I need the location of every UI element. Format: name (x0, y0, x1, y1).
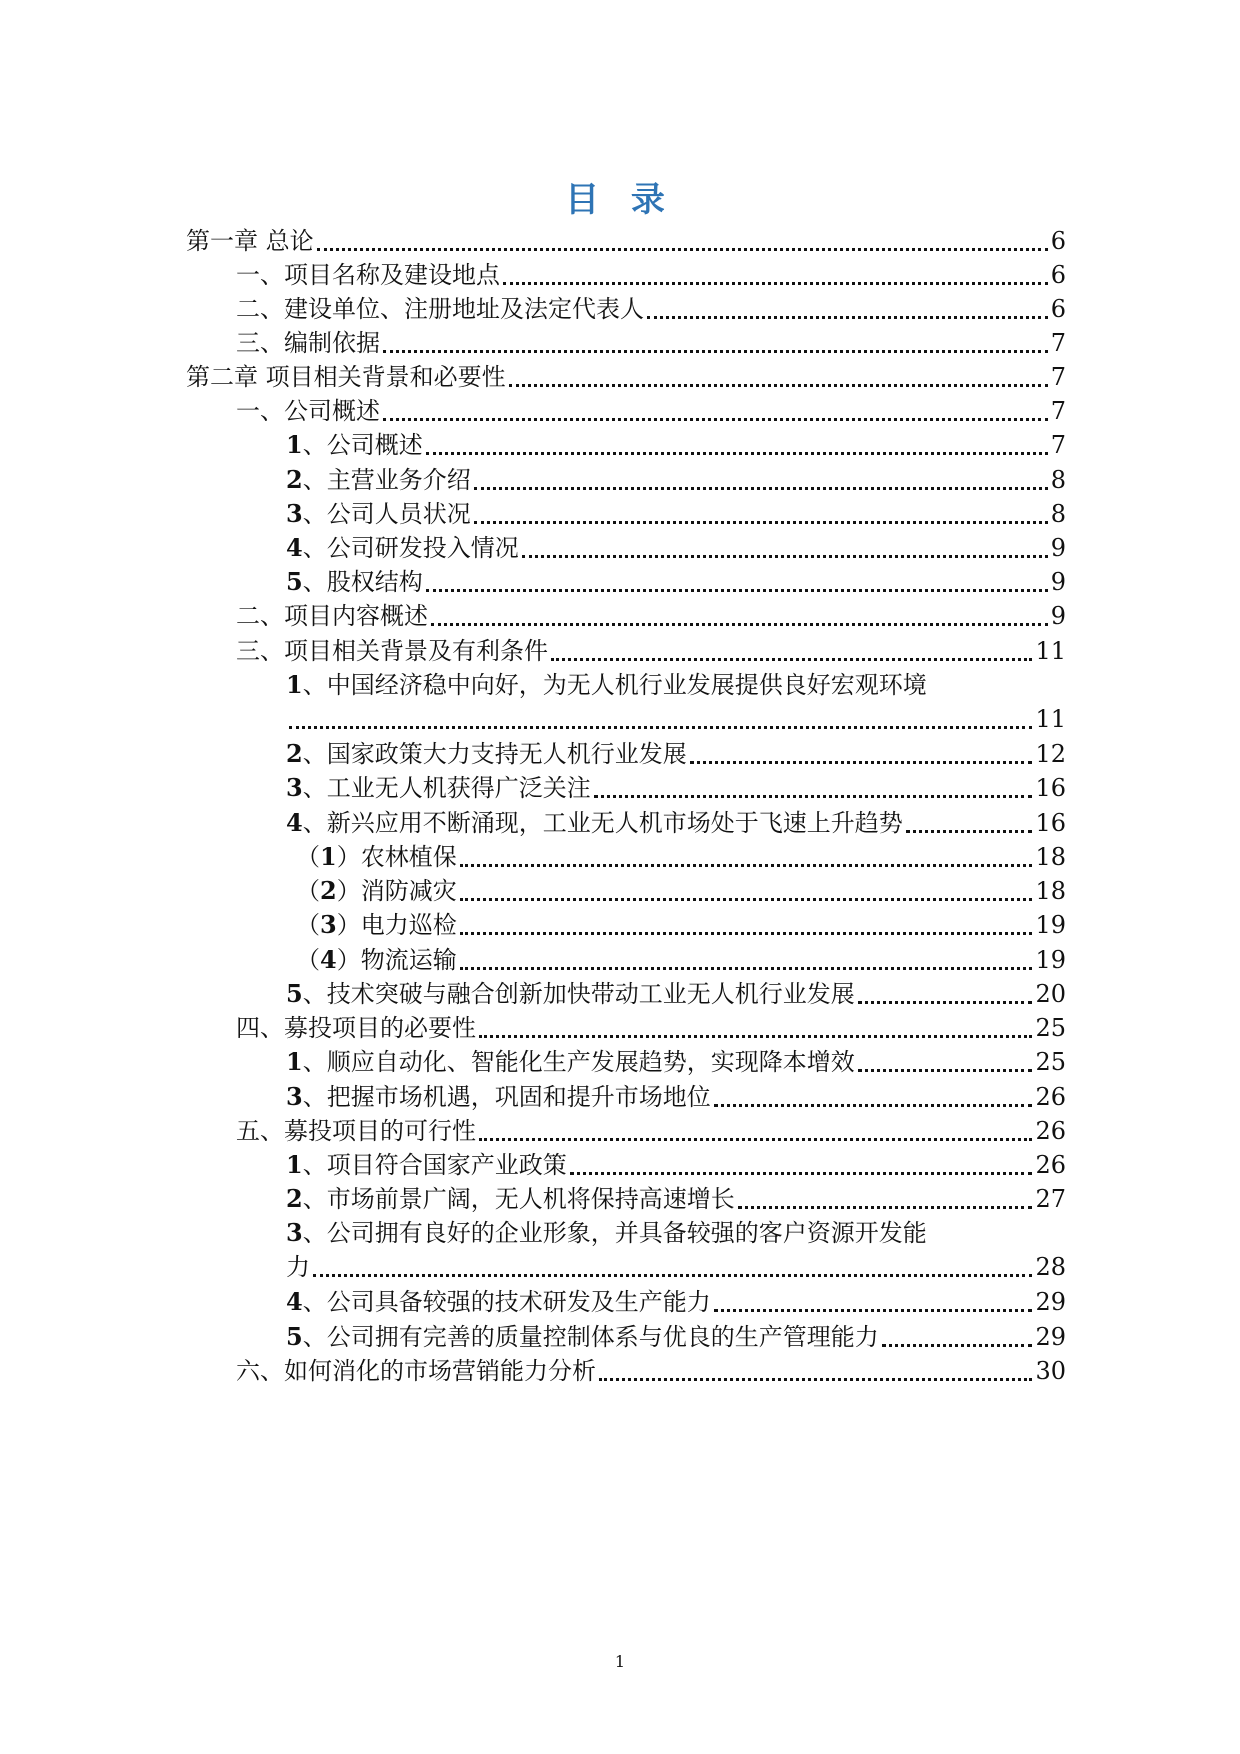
toc-leader-dots (460, 833, 1033, 867)
toc-leader-dots (714, 1278, 1033, 1312)
toc-page-number: 25 (1035, 1048, 1066, 1076)
toc-entry-number: 1 (286, 1150, 303, 1179)
toc-leader-dots (460, 936, 1033, 970)
toc-page-number: 27 (1035, 1185, 1066, 1213)
toc-page-number: 19 (1035, 946, 1066, 974)
toc-entry-number: 3 (320, 910, 337, 939)
toc-entry-label: 第二章 项目相关背景和必要性 (186, 363, 506, 391)
toc-page-number: 18 (1035, 843, 1066, 871)
toc-entry-number: 2 (286, 1184, 303, 1213)
toc-entry-label: ）消防减灾 (336, 877, 457, 905)
toc-page-number: 16 (1035, 774, 1066, 802)
toc-leader-dots (599, 1347, 1032, 1381)
toc-leader-dots (460, 867, 1033, 901)
toc-page-number: 26 (1035, 1083, 1066, 1111)
toc-entry-text: 力 (286, 1253, 310, 1281)
toc-entry-text: 、 (302, 1219, 327, 1247)
toc-page-number: 20 (1035, 980, 1066, 1008)
toc-page-number: 11 (1035, 705, 1066, 733)
toc-entry-label: 、技术突破与融合创新加快带动工业无人机行业发展 (302, 980, 855, 1008)
toc-page-number: 7 (1050, 431, 1066, 459)
toc-page-number: 26 (1035, 1117, 1066, 1145)
toc-entry-label: ）电力巡检 (336, 911, 457, 939)
toc-leader-dots (479, 1004, 1032, 1038)
toc-entry-label: 、把握市场机遇，巩固和提升市场地位 (302, 1083, 711, 1111)
toc-leader-dots (426, 421, 1048, 455)
toc-leader-dots (906, 799, 1033, 833)
toc-entry-label: 、公司具备较强的技术研发及生产能力 (302, 1288, 711, 1316)
toc-entry-label: 、股权结构 (302, 568, 423, 596)
toc-entry-label: 、主营业务介绍 (302, 466, 471, 494)
toc-leader-dots (474, 456, 1048, 490)
toc-entry[interactable] (236, 1354, 1066, 1388)
toc-entry-text (286, 497, 471, 531)
toc-entry-number: 4 (286, 1287, 303, 1316)
toc-entry-paren: （ (296, 946, 320, 974)
toc-entry-text (236, 634, 548, 668)
toc-entry-text (296, 943, 457, 977)
toc-entry-text (286, 463, 471, 497)
toc-page-number: 7 (1050, 397, 1066, 425)
toc-entry-text (236, 1114, 476, 1148)
toc-entry-text: 公司拥有良好的企业形象，并具备较强的客户资源开发能 (326, 1219, 927, 1247)
toc-page-number: 26 (1035, 1151, 1066, 1179)
toc-entry-number: 2 (286, 465, 303, 494)
toc-entry-label: 、国家政策大力支持无人机行业发展 (302, 740, 687, 768)
toc-entry-text (296, 874, 457, 908)
toc-leader-dots (474, 490, 1048, 524)
toc-page-number: 29 (1035, 1323, 1066, 1351)
toc-entry-text (236, 326, 380, 360)
toc-entry-label: 、公司研发投入情况 (302, 534, 519, 562)
toc-entry-text (236, 1354, 596, 1388)
toc-entry-text (186, 224, 314, 258)
toc-entry-label: 二、项目内容概述 (236, 602, 428, 630)
toc-leader-dots (858, 1038, 1033, 1072)
toc-leader-dots (383, 387, 1048, 421)
toc-leader-dots (882, 1313, 1033, 1347)
toc-leader-dots (594, 764, 1033, 798)
toc-title: 目 录 (565, 180, 675, 220)
toc-entry-label: ）物流运输 (336, 946, 457, 974)
toc-entry-label: 、工业无人机获得广泛关注 (302, 774, 591, 802)
toc-entry-text (236, 1011, 476, 1045)
toc-entry-text (286, 1148, 567, 1182)
toc-leader-dots (460, 901, 1033, 935)
toc-leader-dots (317, 217, 1048, 251)
toc-leader-dots (313, 1243, 1032, 1277)
toc-entry-number: 2 (320, 876, 337, 905)
toc-leader-dots (551, 627, 1032, 661)
toc-leader-dots (858, 970, 1033, 1004)
toc-page-number: 9 (1050, 534, 1066, 562)
toc-entry-number: 1 (286, 1047, 303, 1076)
toc-page-number: 9 (1050, 602, 1066, 630)
toc-leader-dots (503, 251, 1048, 285)
toc-entry-text (286, 771, 591, 805)
toc-entry-text (236, 258, 500, 292)
toc-entry-number: 4 (286, 808, 303, 837)
toc-entry-text (286, 1182, 735, 1216)
toc-entry-number: 4 (320, 945, 337, 974)
toc-entry-text: 中国经济稳中向好，为无人机行业发展提供良好宏观环境 (326, 671, 927, 699)
toc-entry-label: 三、编制依据 (236, 329, 380, 357)
toc-entry-text (236, 599, 428, 633)
toc-entry-label: 、公司拥有完善的质量控制体系与优良的生产管理能力 (302, 1323, 879, 1351)
toc-entry-number: 1 (286, 430, 303, 459)
toc-page-number: 19 (1035, 911, 1066, 939)
toc-entry-label: 、市场前景广阔，无人机将保持高速增长 (302, 1185, 735, 1213)
toc-page-number: 18 (1035, 877, 1066, 905)
toc-leader-dots (383, 319, 1048, 353)
toc-entry-paren: （ (296, 843, 320, 871)
toc-leader-dots (479, 1107, 1032, 1141)
toc-page-number: 16 (1035, 809, 1066, 837)
toc-entry-label: 四、募投项目的必要性 (236, 1014, 476, 1042)
toc-entry-paren: （ (296, 911, 320, 939)
toc-entry-text (286, 565, 423, 599)
toc-entry-text (236, 394, 380, 428)
toc-entry-label: 五、募投项目的可行性 (236, 1117, 476, 1145)
page-number: 1 (614, 1652, 626, 1671)
toc-entry-number: 1 (320, 842, 337, 871)
toc-entry-number: 5 (286, 979, 303, 1008)
toc-entry-label: ）农林植保 (336, 843, 457, 871)
toc-leader-dots (509, 353, 1048, 387)
toc-entry-paren: （ (296, 877, 320, 905)
toc-entry-text (296, 840, 457, 874)
toc-entry[interactable] (286, 1182, 1066, 1216)
toc-page-number: 29 (1035, 1288, 1066, 1316)
toc-page-number: 9 (1050, 568, 1066, 596)
toc-entry-number: 5 (286, 567, 303, 596)
toc-entry-number: 3 (286, 1218, 303, 1247)
toc-leader-dots (431, 592, 1048, 626)
toc-entry-label: 、新兴应用不断涌现，工业无人机市场处于飞速上升趋势 (302, 809, 903, 837)
toc-leader-dots (738, 1175, 1033, 1209)
toc-entry-number: 3 (286, 773, 303, 802)
toc-entry-label: 第一章 总论 (186, 227, 314, 255)
toc-entry-label: 、项目符合国家产业政策 (302, 1151, 567, 1179)
toc-entry-label: 、公司人员状况 (302, 500, 471, 528)
toc-entry-text (286, 1285, 711, 1319)
toc-leader-dots (647, 285, 1048, 319)
toc-entry-label: 、公司概述 (302, 431, 423, 459)
toc-page-number: 6 (1050, 295, 1066, 323)
toc-entry-label: 、顺应自动化、智能化生产发展趋势，实现降本增效 (302, 1048, 855, 1076)
toc-page-number: 6 (1050, 261, 1066, 289)
toc-entry[interactable] (236, 634, 1066, 668)
toc-entry-text (286, 428, 423, 462)
toc-entry-label: 二、建设单位、注册地址及法定代表人 (236, 295, 644, 323)
toc-leader-dots (426, 558, 1048, 592)
toc-page-number: 11 (1035, 637, 1066, 665)
toc-entry-number: 3 (286, 1082, 303, 1111)
toc-page-number: 7 (1050, 329, 1066, 357)
toc-page-number: 8 (1050, 500, 1066, 528)
toc-entry-label: 一、项目名称及建设地点 (236, 261, 500, 289)
toc-page-number: 30 (1035, 1357, 1066, 1385)
toc-entry-text: 、 (302, 671, 327, 699)
toc-leader-dots (714, 1073, 1033, 1107)
toc-entry-text (296, 908, 457, 942)
toc-leader-dots (690, 730, 1033, 764)
toc-leader-dots (570, 1141, 1033, 1175)
toc-page-number: 7 (1050, 363, 1066, 391)
toc-entry-number: 4 (286, 533, 303, 562)
toc-entry-number: 5 (286, 1322, 303, 1351)
toc-entry-label: 三、项目相关背景及有利条件 (236, 637, 548, 665)
toc-page-number: 12 (1035, 740, 1066, 768)
toc-page-number: 8 (1050, 466, 1066, 494)
toc-entry-label: 六、如何消化的市场营销能力分析 (236, 1357, 596, 1385)
toc-leader-dots (522, 524, 1048, 558)
toc-entry-label: 一、公司概述 (236, 397, 380, 425)
toc-entry-number: 1 (286, 670, 303, 699)
toc-leader-dots (289, 695, 1032, 729)
toc-page-number: 25 (1035, 1014, 1066, 1042)
toc-entry-number: 2 (286, 739, 303, 768)
toc-page-number: 6 (1050, 227, 1066, 255)
toc-entry-number: 3 (286, 499, 303, 528)
toc-page-number: 28 (1035, 1253, 1066, 1281)
